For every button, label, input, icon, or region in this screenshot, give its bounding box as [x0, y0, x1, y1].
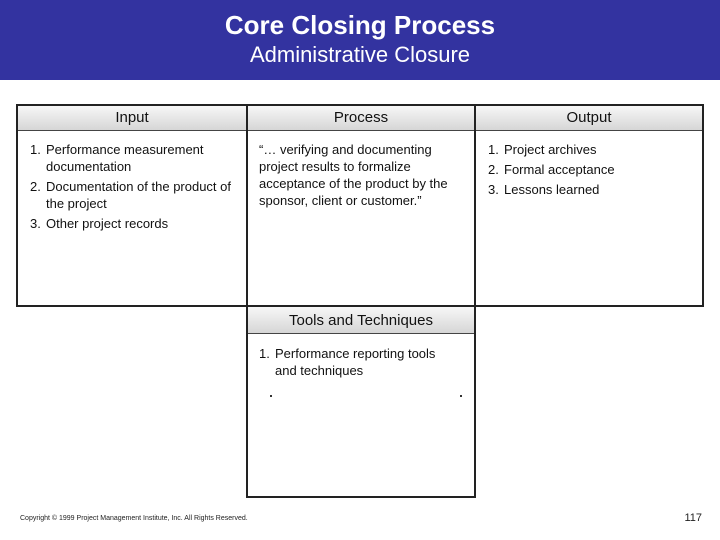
process-description: “… verifying and documenting project results to formalize acceptance of the product by the sponsor, client or customer.”	[259, 142, 448, 208]
slide-title: Core Closing Process	[224, 10, 496, 40]
list-item: 3. Lessons learned	[488, 182, 600, 197]
list-item: 1. Performance measurement documentation	[30, 142, 204, 174]
decorative-dot	[270, 395, 272, 397]
tools-list	[259, 345, 459, 382]
process-box	[246, 104, 476, 307]
input-list	[30, 141, 235, 235]
input-box	[16, 104, 248, 307]
slide-header	[0, 0, 720, 80]
decorative-dot	[460, 395, 462, 397]
tools-box	[246, 305, 476, 498]
list-item: 2. Documentation of the product of the project	[30, 179, 232, 211]
input-heading: Input	[18, 106, 246, 131]
output-list	[488, 141, 693, 201]
list-item: 3. Other project records	[30, 216, 169, 231]
output-box	[474, 104, 704, 307]
tools-heading: Tools and Techniques	[248, 307, 474, 334]
output-heading: Output	[476, 106, 702, 131]
list-item: 1. Performance reporting tools and techniques	[259, 346, 436, 378]
slide-subtitle: Administrative Closure	[249, 42, 471, 67]
list-item: 2. Formal acceptance	[488, 162, 615, 177]
copyright-notice: Copyright © 1999 Project Management Institute, Inc. All Rights Reserved.	[20, 515, 248, 522]
process-heading: Process	[248, 106, 474, 131]
page-number: 117	[684, 512, 702, 524]
list-item: 1. Project archives	[488, 142, 597, 157]
